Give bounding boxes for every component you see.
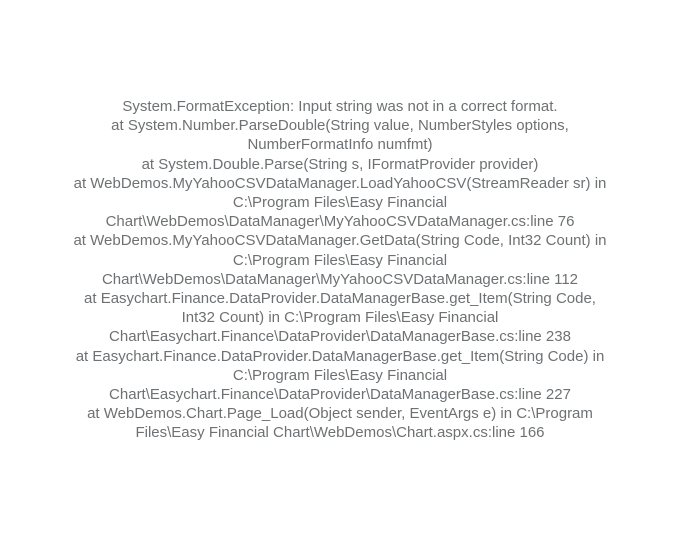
- stack-trace-line: NumberFormatInfo numfmt): [247, 136, 433, 154]
- stack-trace-line: at System.Double.Parse(String s, IFormatProvider provider): [141, 155, 539, 173]
- stack-trace-line: System.FormatException: Input string was not in a correct format.: [122, 98, 558, 115]
- stack-trace-line: at System.Number.ParseDouble(String value, NumberStyles options,: [111, 117, 569, 135]
- stack-trace-line: Int32 Count) in C:\Program Files\Easy Financial: [181, 309, 499, 327]
- stack-trace-line: at WebDemos.MyYahooCSVDataManager.LoadYahooCSV(StreamReader sr) in: [73, 174, 607, 192]
- stack-trace-line: at Easychart.Finance.DataProvider.DataManagerBase.get_Item(String Code,: [84, 290, 596, 308]
- stack-trace-line: C:\Program Files\Easy Financial: [232, 251, 448, 269]
- stack-trace-line: at WebDemos.Chart.Page_Load(Object sender, EventArgs e) in C:\Program: [87, 405, 593, 423]
- stack-trace-line: Chart\WebDemos\DataManager\MyYahooCSVDataManager.cs:line 112: [101, 270, 579, 288]
- stack-trace-line: at Easychart.Finance.DataProvider.DataManagerBase.get_Item(String Code) in: [75, 347, 605, 365]
- stack-trace-line: C:\Program Files\Easy Financial: [232, 366, 448, 384]
- stack-trace-line: Chart\Easychart.Finance\DataProvider\DataManagerBase.cs:line 227: [109, 386, 571, 404]
- stack-trace-line: Files\Easy Financial Chart\WebDemos\Chart.aspx.cs:line 166: [135, 424, 545, 442]
- stack-trace-line: Chart\WebDemos\DataManager\MyYahooCSVDataManager.cs:line 76: [105, 213, 575, 231]
- stack-trace-line: C:\Program Files\Easy Financial: [232, 194, 448, 212]
- error-page: [0, 97, 680, 443]
- exception-stack-trace: [0, 97, 680, 443]
- stack-trace-line: Chart\Easychart.Finance\DataProvider\DataManagerBase.cs:line 238: [109, 328, 571, 346]
- stack-trace-line: at WebDemos.MyYahooCSVDataManager.GetData(String Code, Int32 Count) in: [73, 232, 607, 250]
